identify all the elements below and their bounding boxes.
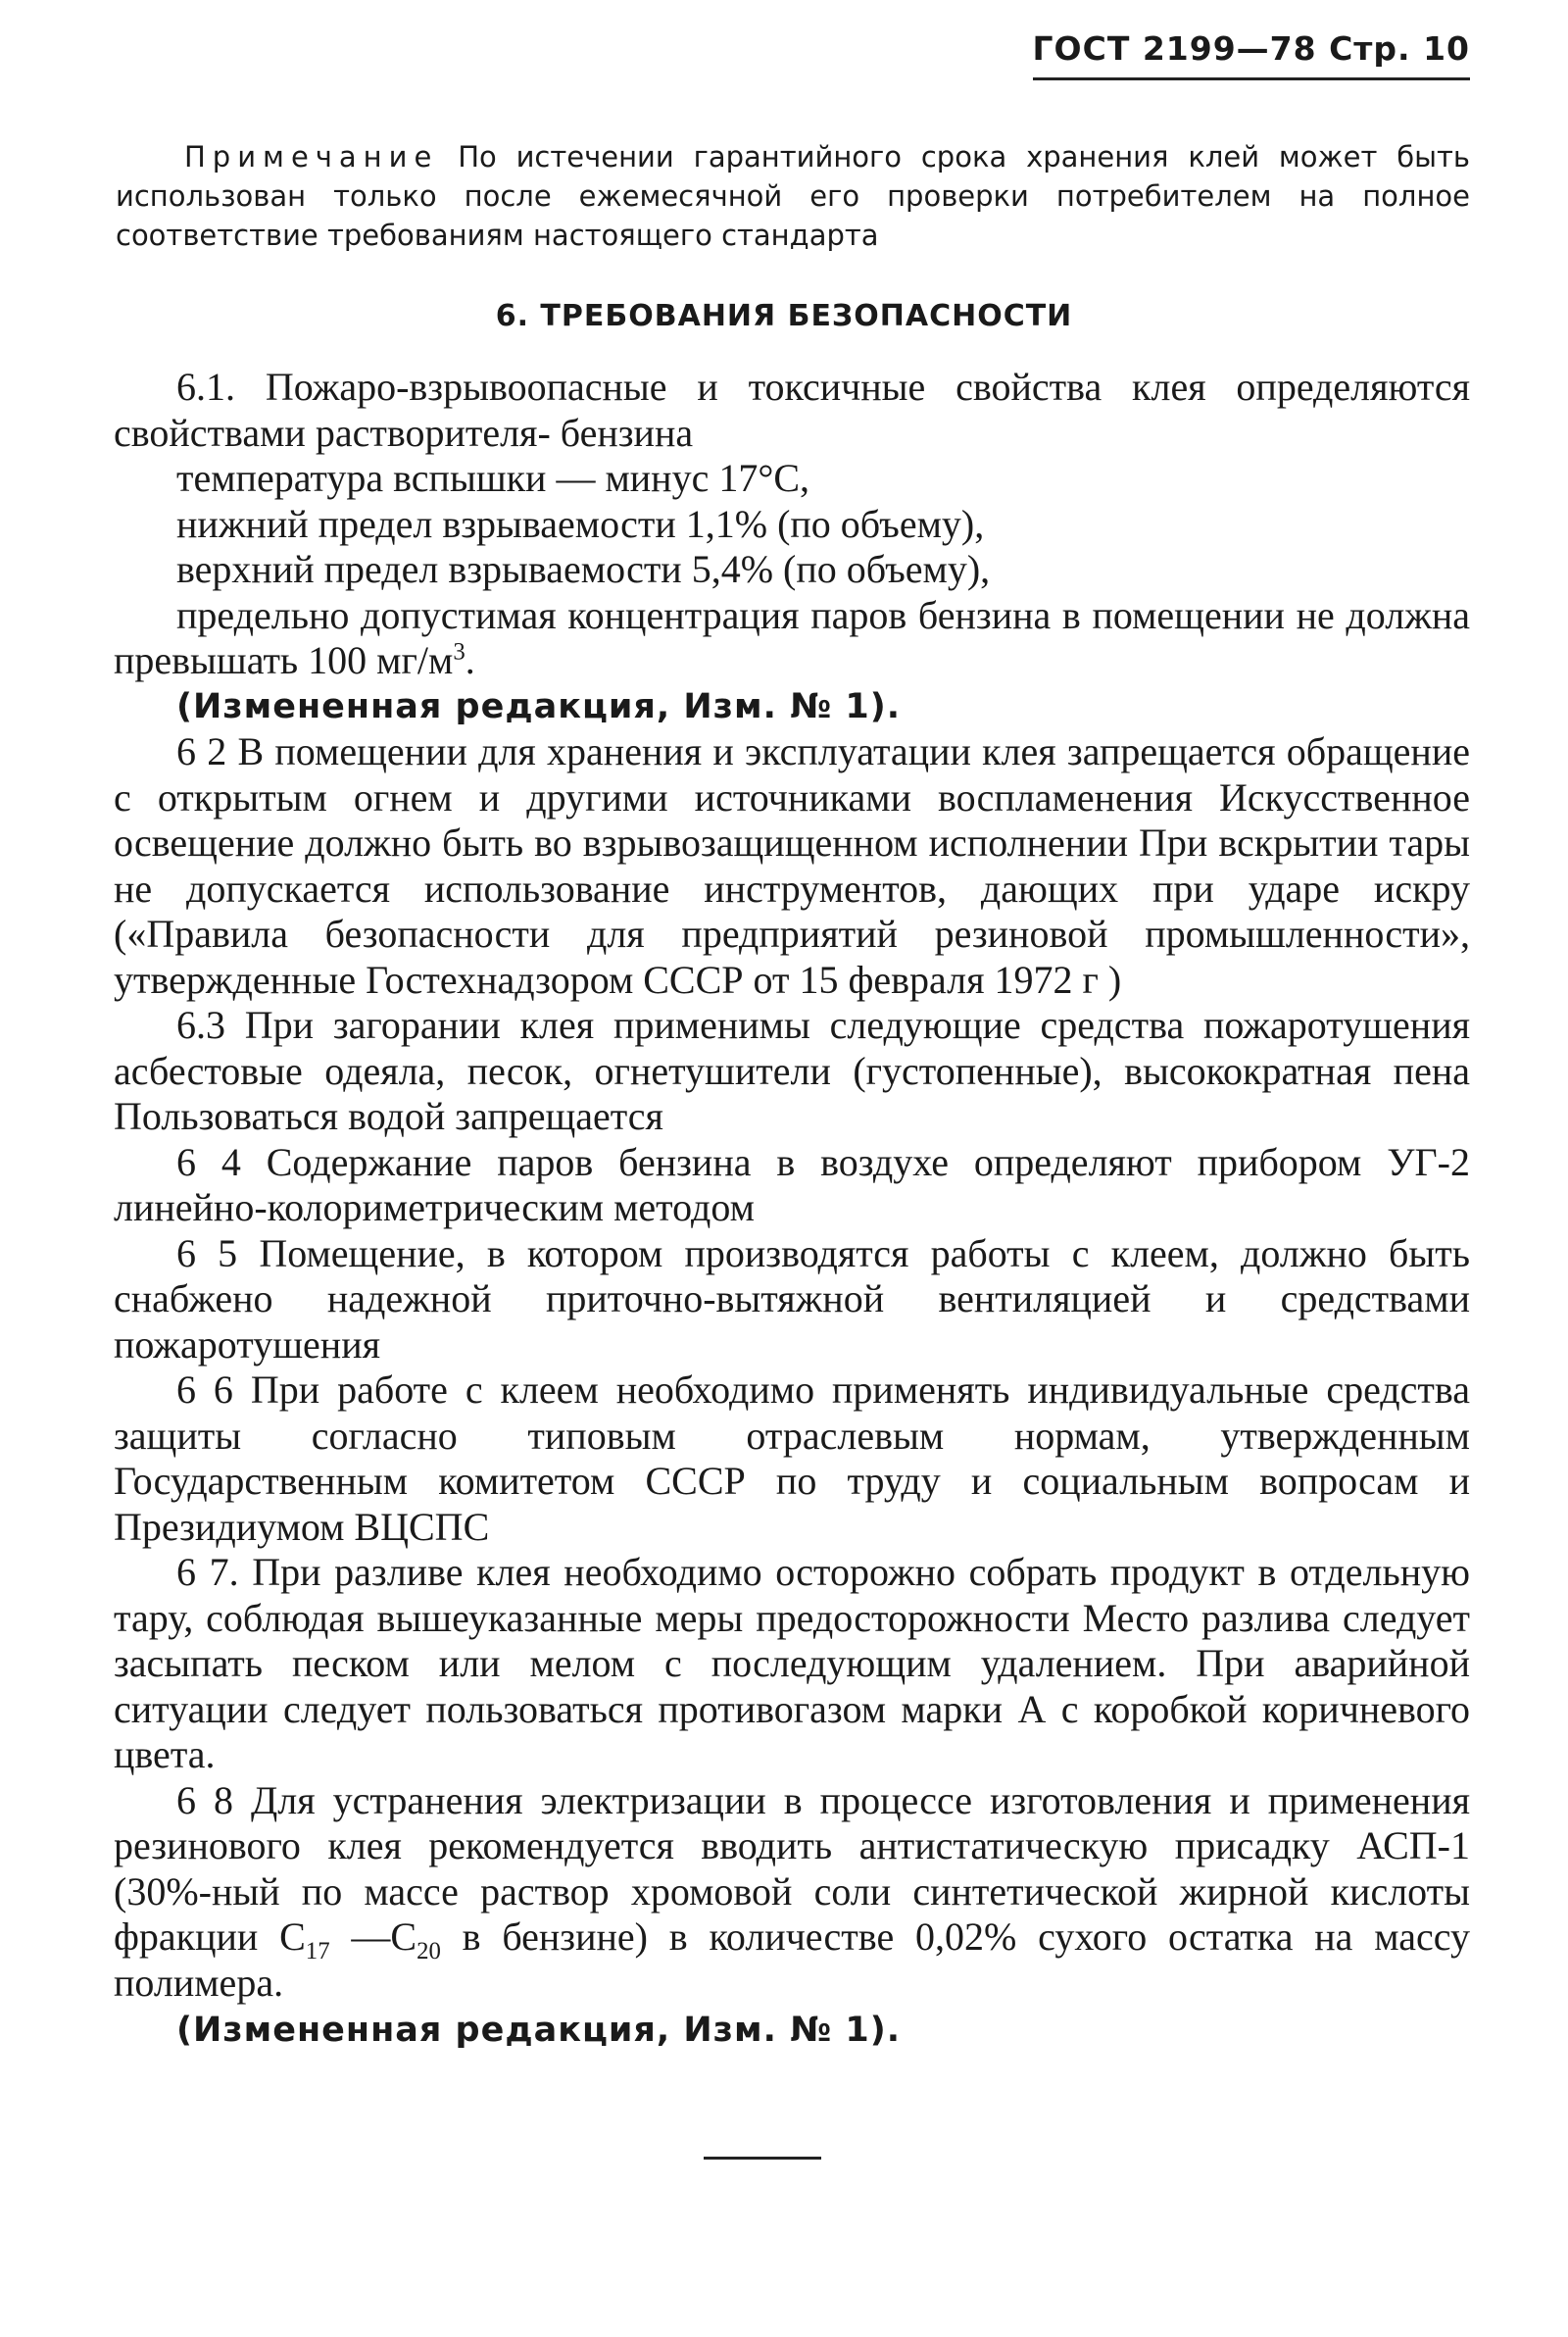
note-paragraph [116,137,1470,255]
page-header: ГОСТ 2199—78 Стр. 10 [1033,29,1470,80]
section-body [114,365,1470,2054]
amendment-note-6-8: (Измененная редакция, Изм. № 1). [176,2011,902,2050]
concentration-limit-text: предельно допустимая концентрация паров бензина в помещении не должна превышать 100 мг/м [114,592,1470,682]
note-text: По истечении гарантийного срока хранения клей может быть использован только после ежемесячной его проверки потребителем на полное соответствие требованиям настоящего стандарта [116,140,1470,252]
end-of-text-rule [704,2157,821,2160]
clause-6-8-text-a: 6 8 Для устранения электризации в процессе изготовления и применения резинового клея рекомендуется вводить антистатическую присадку АСП-1 (30%-ный по массе раствор хромовой соли синтетической жирной кислоты фракции С [114,1777,1470,1959]
clause-6-7: 6 7. При разливе клея необходимо осторожно собрать продукт в отдельную тару, соблюдая вышеуказанные меры предосторожности Место разлива следует засыпать песком или мелом с последующим удалением. При аварийной ситуации следует пользоваться противогазом марки А с коробкой коричневого цвета. [114,1550,1470,1776]
clause-6-2: 6 2 В помещении для хранения и эксплуатации клея запрещается обращение с открытым огнем и другими источниками воспламенения Искусственное освещение должно быть во взрывозащищенном исполнении При вскрытии тары не допускается использование инструментов, дающих при ударе искру («Правила безопасности для предприятий резиновой промышленности», утвержденные Гостехнадзором СССР от 15 февраля 1972 г ) [114,729,1470,1002]
clause-6-6: 6 6 При работе с клеем необходимо применять индивидуальные средства защиты согласно типовым отраслевым нормам, утвержденным Государственным комитетом СССР по труду и социальным вопросам и Президиумом ВЦСПС [114,1367,1470,1549]
clause-6-8 [114,1778,1470,2007]
clause-6-1-item-upper-limit: верхний предел взрываемости 5,4% (по объему), [176,547,991,591]
concentration-limit-end: . [465,638,475,682]
note-label: Примечание [184,140,439,174]
clause-6-5: 6 5 Помещение, в котором производятся работы с клеем, должно быть снабжено надежной приточно-вытяжной вентиляцией и средствами пожаротушения [114,1230,1470,1367]
clause-6-1-concentration-limit [114,593,1470,684]
section-title: 6. ТРЕБОВАНИЯ БЕЗОПАСНОСТИ [495,299,1073,333]
fraction-subscript-17: 17 [305,1938,330,1964]
clause-6-4: 6 4 Содержание паров бензина в воздухе определяют прибором УГ-2 линейно-колориметрическим методом [114,1139,1470,1229]
clause-6-1-item-flash-point: температура вспышки — минус 17°С, [176,456,810,500]
clause-6-8-text-c: в бензине) в количестве 0,02% сухого остатка на массу полимера. [114,1914,1470,2005]
clause-6-8-text-b: —С [329,1914,417,1959]
fraction-subscript-20: 20 [416,1938,441,1964]
clause-6-1-item-lower-limit: нижний предел взрываемости 1,1% (по объему), [176,501,985,546]
concentration-unit-exponent: 3 [453,638,466,666]
amendment-note-6-1: (Измененная редакция, Изм. № 1). [176,686,902,726]
clause-6-3: 6.3 При загорании клея применимы следующие средства пожаротушения асбестовые одеяла, песок, огнетушители (густопенные), высокократная пена Пользоваться водой запрещается [114,1003,1470,1138]
clause-6-1-intro: 6.1. Пожаро-взрывоопасные и токсичные свойства клея определяются свойствами растворителя- бензина [114,365,1470,455]
